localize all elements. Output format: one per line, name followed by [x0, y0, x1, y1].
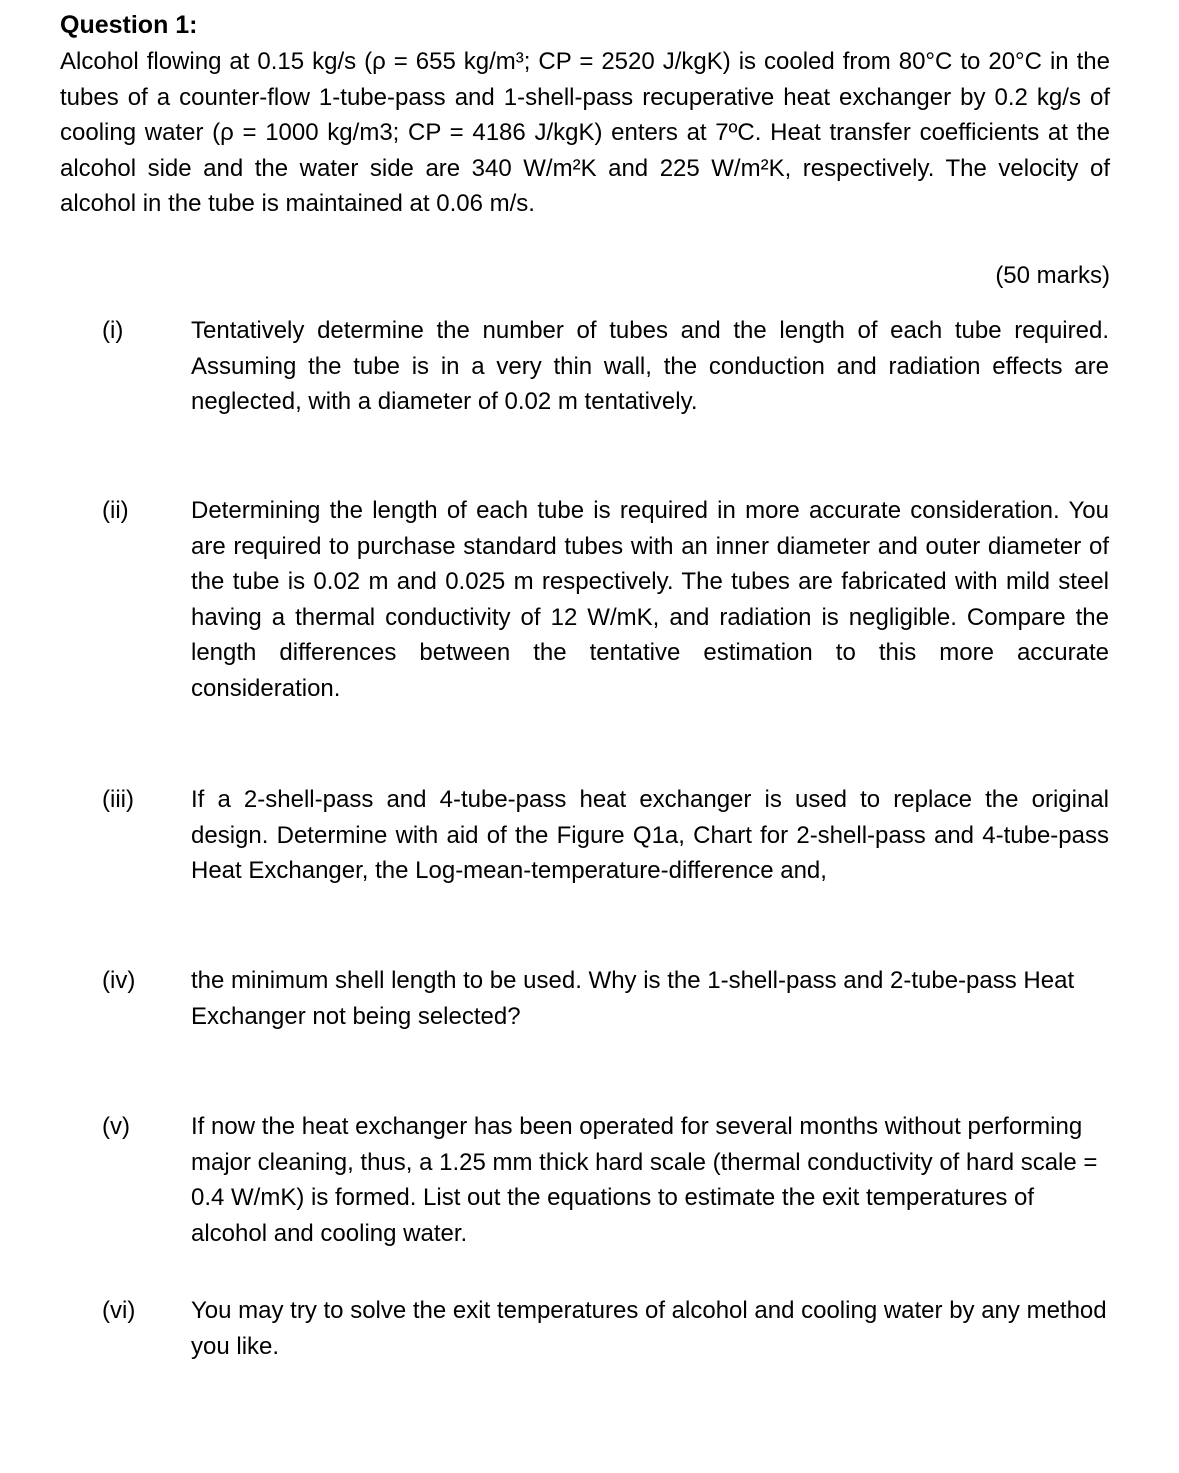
part-text: the minimum shell length to be used. Why is the 1-shell-pass and 2-tube-pass Heat Exchanger not being selected? [191, 967, 1075, 1030]
part-label: (iv) [102, 967, 136, 994]
question-intro: Alcohol flowing at 0.15 kg/s (ρ = 655 kg/m³; CP = 2520 J/kgK) is cooled from 80°C to 20°C in the tubes of a counter-flow 1-tube-pass and 1-shell-pass recuperative heat exchanger by 0.2 kg/s of cooling water (ρ = 1000 kg/m3; CP = 4186 J/kgK) enters at 7ºC. Heat transfer coefficients at the alcohol side and the water side are 340 W/m²K and 225 W/m²K, respectively. The velocity of alcohol in the tube is maintained at 0.06 m/s. [60, 48, 1110, 217]
part-text: If a 2-shell-pass and 4-tube-pass heat exchanger is used to replace the original design. Determine with aid of the Figure Q1a, Chart for 2-shell-pass and 4-tube-pass Heat Exchanger, the Log-mean-temperature-difference and, [191, 786, 1109, 884]
part-text: Determining the length of each tube is required in more accurate consideration. You are required to purchase standard tubes with an inner diameter and outer diameter of the tube is 0.02 m and 0.025 m respectively. The tubes are fabricated with mild steel having a thermal conductivity of 12 W/mK, and radiation is negligible. Compare the length differences between the tentative estimation to this more accurate consideration. [191, 497, 1109, 702]
question-title: Question 1: [60, 11, 198, 39]
part-label: (i) [102, 317, 124, 344]
part-text: You may try to solve the exit temperatures of alcohol and cooling water by any method you like. [191, 1297, 1107, 1360]
part-label: (iii) [102, 786, 134, 813]
part-label: (vi) [102, 1297, 136, 1324]
part-text: Tentatively determine the number of tubes and the length of each tube required. Assuming the tube is in a very thin wall, the conduction and radiation effects are neglected, with a diameter of 0.02 m tentatively. [191, 317, 1109, 415]
part-label: (v) [102, 1113, 130, 1140]
part-text: If now the heat exchanger has been operated for several months without performing major cleaning, thus, a 1.25 mm thick hard scale (thermal conductivity of hard scale = 0.4 W/mK) is formed. List out the equations to estimate the exit temperatures of alcohol and cooling water. [191, 1113, 1098, 1247]
marks-label: (50 marks) [995, 262, 1110, 289]
part-label: (ii) [102, 497, 129, 524]
